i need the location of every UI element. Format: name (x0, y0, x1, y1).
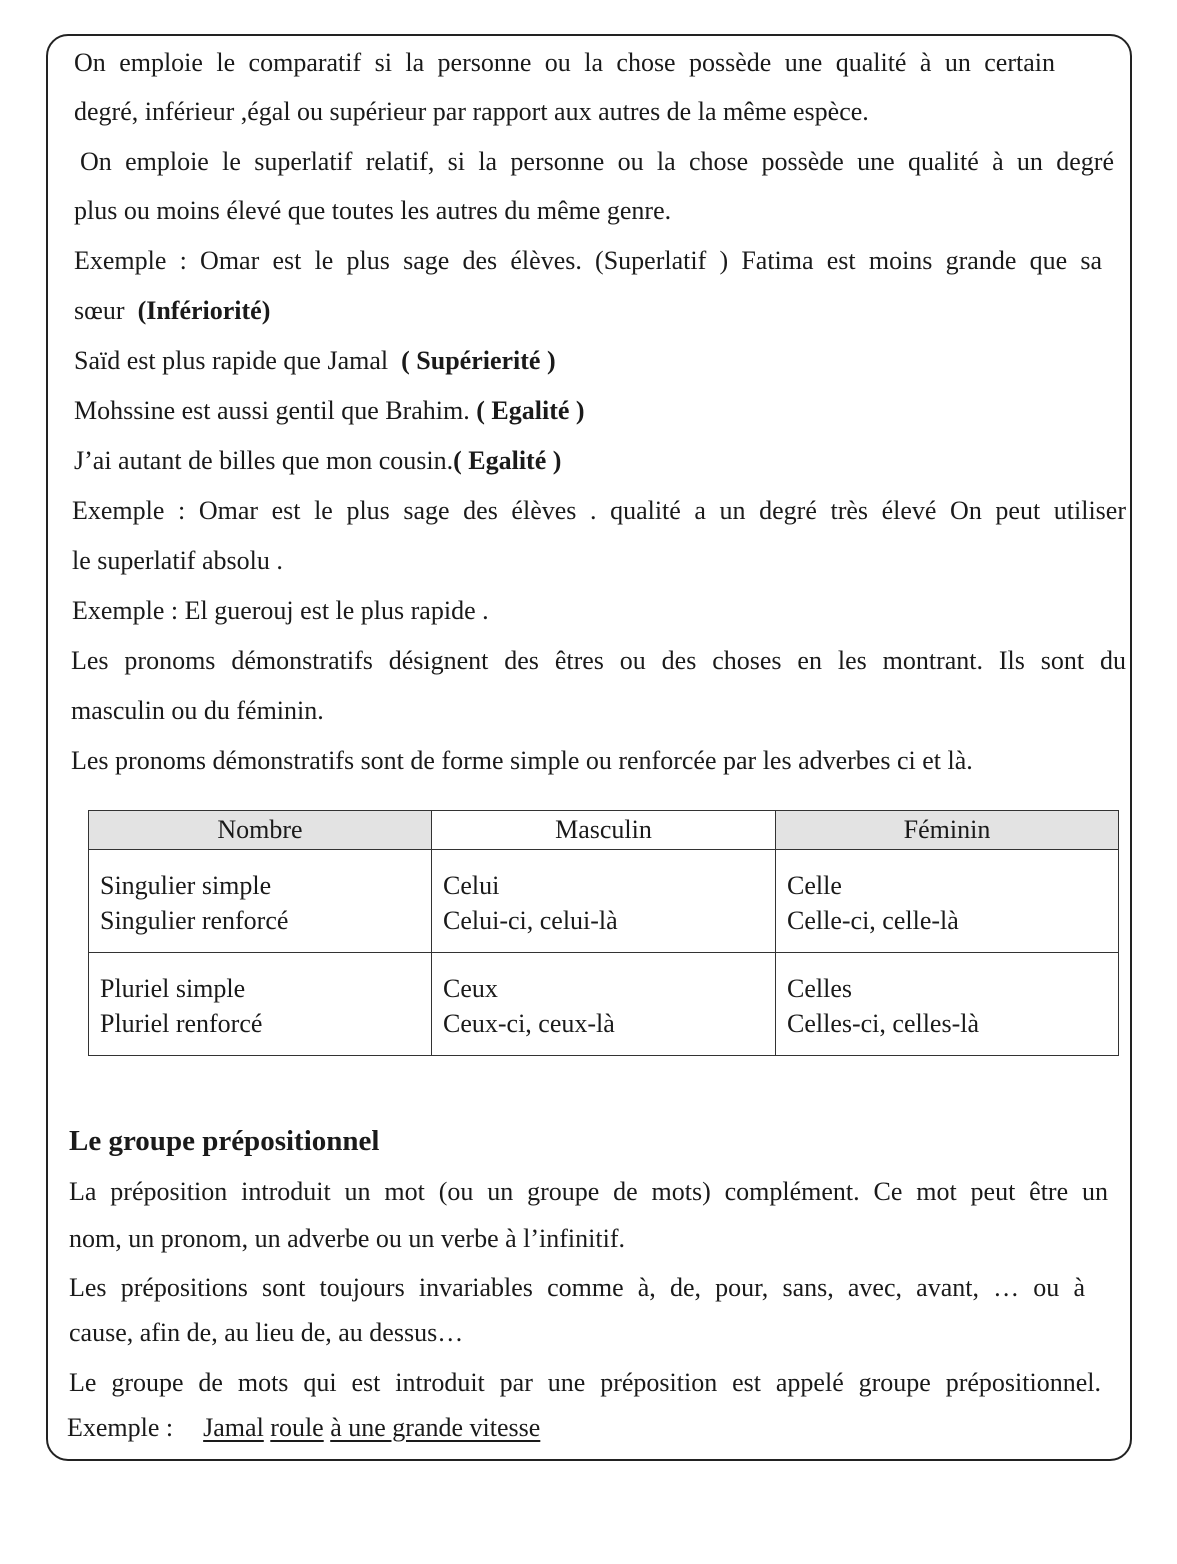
cell-text: Pluriel renforcé (100, 1009, 263, 1038)
superlatif-absolu-line-2: le superlatif absolu . (72, 546, 283, 575)
example-egalite-2 (74, 446, 561, 476)
cell-text: Ceux-ci, ceux-là (443, 1009, 615, 1038)
cell-text: Celles-ci, celles-là (787, 1009, 980, 1038)
cell-text: Celui (443, 871, 500, 900)
cell-text: Celle-ci, celle-là (787, 906, 959, 935)
comparatif-definition-line-2: degré, inférieur ,égal ou supérieur par rapport aux autres de la même espèce. (74, 97, 869, 126)
example-line-1: Exemple : Omar est le plus sage des élèves. (Superlatif ) Fatima est moins grande que sa (74, 246, 1102, 275)
cell-nombre (89, 850, 432, 953)
example-egalite-1 (74, 396, 585, 426)
example-label-inferiorite: (Infériorité) (137, 296, 271, 325)
cell-masculin (432, 953, 776, 1056)
cell-nombre (89, 953, 432, 1056)
header-feminin: Féminin (776, 811, 1119, 850)
preposition-definition-line-1: La préposition introduit un mot (ou un groupe de mots) complément. Ce mot peut être un (69, 1177, 1108, 1206)
example-text: Mohssine est aussi gentil que Brahim. (74, 396, 470, 425)
prepositions-invariables-line-2: cause, afin de, au lieu de, au dessus… (69, 1318, 464, 1347)
table-row (89, 953, 1119, 1056)
example-text: sœur (74, 296, 125, 325)
superlatif-absolu-line-1: Exemple : Omar est le plus sage des élèves . qualité a un degré très élevé On peut utiliser (72, 496, 1126, 525)
cell-feminin (776, 953, 1119, 1056)
cell-text: Celle (787, 871, 842, 900)
cell-text: Celles (787, 974, 852, 1003)
prepositions-invariables-line-1: Les prépositions sont toujours invariables comme à, de, pour, sans, avec, avant, … ou à (69, 1273, 1085, 1302)
demonstratifs-definition-line-2: masculin ou du féminin. (71, 696, 324, 725)
example-subject: Jamal (203, 1413, 264, 1442)
demonstratifs-forms: Les pronoms démonstratifs sont de forme simple ou renforcée par les adverbes ci et là. (71, 746, 973, 775)
example-superiorite (74, 346, 556, 376)
demonstratifs-definition-line-1: Les pronoms démonstratifs désignent des êtres ou des choses en les montrant. Ils sont du (71, 646, 1126, 675)
example-verb: roule (270, 1413, 324, 1442)
superlatif-definition-line-1: On emploie le superlatif relatif, si la personne ou la chose possède une qualité à un degré (80, 147, 1114, 176)
cell-text: Ceux (443, 974, 498, 1003)
comparatif-definition-line-1: On emploie le comparatif si la personne ou la chose possède une qualité à un certain (74, 48, 1055, 77)
preposition-definition-line-2: nom, un pronom, un adverbe ou un verbe à l’infinitif. (69, 1224, 625, 1253)
cell-masculin (432, 850, 776, 953)
example-label-egalite: ( Egalité ) (453, 446, 562, 475)
cell-text: Singulier renforcé (100, 906, 289, 935)
pronoms-demonstratifs-table (88, 810, 1119, 1056)
cell-text: Singulier simple (100, 871, 272, 900)
table-row (89, 850, 1119, 953)
example-label: Exemple : (67, 1413, 174, 1442)
groupe-prepositionnel-definition: Le groupe de mots qui est introduit par une préposition est appelé groupe prépositionnel. (69, 1368, 1101, 1397)
header-masculin: Masculin (432, 811, 776, 850)
example-text: Saïd est plus rapide que Jamal (74, 346, 389, 375)
example-label-superiorite: ( Supérierité ) (401, 346, 556, 375)
example-text: J’ai autant de billes que mon cousin. (74, 446, 454, 475)
example-label-egalite: ( Egalité ) (476, 396, 585, 425)
section-title: Le groupe prépositionnel (69, 1125, 380, 1157)
cell-feminin (776, 850, 1119, 953)
header-nombre: Nombre (89, 811, 432, 850)
cell-text: Celui-ci, celui-là (443, 906, 618, 935)
superlatif-definition-line-2: plus ou moins élevé que toutes les autres du même genre. (74, 196, 672, 225)
example-groupe-prepositionnel (67, 1413, 540, 1443)
example-line-2 (74, 296, 270, 326)
example-el-guerouj: Exemple : El guerouj est le plus rapide . (72, 596, 489, 625)
example-prepositional-group: à une grande vitesse (330, 1413, 541, 1442)
cell-text: Pluriel simple (100, 974, 246, 1003)
table-header-row (89, 811, 1119, 850)
